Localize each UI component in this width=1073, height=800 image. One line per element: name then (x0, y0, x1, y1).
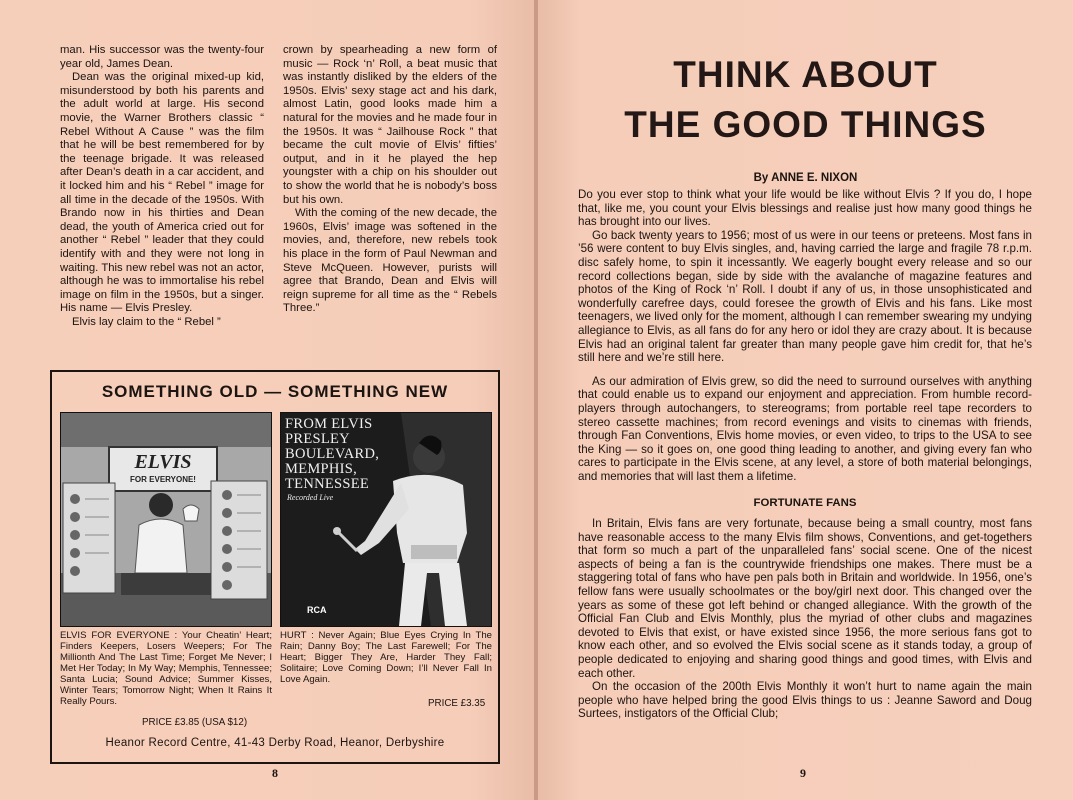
left-page (0, 0, 534, 800)
byline: By ANNE E. NIXON (753, 172, 858, 184)
paragraph: On the occasion of the 200th Elvis Monthly it won’t hurt to name again the main people who have helped bring the good Elvis things to us : Jeanne Saword and Doug Surtees, instigators of the Official Club; (578, 680, 1032, 721)
paragraph: As our admiration of Elvis grew, so did the need to surround ourselves with anything that could enable us to expand our enjoyment and appreciation. From humble record-players through autochangers, to stereograms; from portable reel tape recorders to stereo cassette machines; from record evenings and visits to cinemas with friends, through Fan Conventions, Elvis home movies, or even video, to trips to the USA to see the King — so it goes on, one good thing leading to another, and giving every fan who cares to participate in the Elvis scene, at any level, a store of both material belongings, and memories that will last them a lifetime. (578, 374, 1032, 483)
paragraph: In Britain, Elvis fans are very fortunate, because being a small country, most fans have reasonable access to the many Elvis film shows, Conventions, and get-togethers that form so much a part of the unparalleled fans’ social scene. One of the nicest aspects of being a fan is the countrywide friendships one makes. There must be a staggering total of fans who have pen pals both in Britain and worldwide. In 1956, one’s fellow fans were usually schoolmates or the boy/girl next door. This changed over the years as some of these got left behind or changed allegiance. With the growth of the Official Fan Club and Elvis Monthly, plus the myriad of other clubs and magazines devoted to Elvis that exist, or have existed since 1956, the more serious fans got to know each other, and so evolved the Elvis social scene as it stands today, a group of people dedicated to enjoying and sharing good things and good times, with Elvis and each other. (578, 517, 1032, 680)
album-cover-elvis-for-everyone (60, 412, 272, 627)
album1-track-list: ELVIS FOR EVERYONE : Your Cheatin’ Heart; Finders Keepers, Losers Weepers; For The Millionth And The Last Time; Forget Me Never; I Met Her Today; In My Way; Memphis, Tennessee; Santa Lucia; Sound Advice; Summer Kisses, Winter Tears; Tomorrow Night; When It Rains It Really Pours. (60, 630, 272, 707)
album2-cover-subtitle: Recorded Live (287, 493, 334, 502)
album1-cover-subtitle: FOR EVERYONE! (130, 475, 196, 484)
paragraph: man. His successor was the twenty-four year old, James Dean. (60, 44, 264, 70)
album2-track-list: HURT : Never Again; Blue Eyes Crying In The Rain; Danny Boy; The Last Farewell; For The Heart; Bigger They Are, Harder They Fall; Solitaire; Love Coming Down; I’ll Never Fall In Love Again. (280, 630, 492, 685)
paragraph: With the coming of the new decade, the 1960s, Elvis’ image was softened in the movies, and, therefore, new rebels took his place in the form of Paul Newman and Steve McQueen. However, purists will agree that Brando, Dean and Elvis will reign supreme for all time as the “ Rebels Three.” (283, 207, 497, 315)
headline-line-2: THE GOOD THINGS (624, 104, 987, 145)
left-column-1 (60, 44, 264, 329)
album1-cover-title: ELVIS (134, 451, 192, 473)
album-cover-art (61, 413, 271, 626)
album2-cover-title: FROM ELVIS PRESLEY BOULEVARD, MEMPHIS, TENNESSEE (285, 416, 380, 492)
page-number: 8 (272, 766, 278, 780)
subheading: FORTUNATE FANS (753, 497, 857, 510)
paragraph: Go back twenty years to 1956; most of us were in our teens or preteens. Most fans in ’56 were content to buy Elvis singles, and, having carried the large and fragile 78 r.p.m. disc safely home, to spin it incessantly. We eagerly bought every release and so our record collections began, side by side with the avalanche of magazine features and photos of the King of Rock ‘n’ Roll. I doubt if any of us, in those unsophisticated and wonderfully carefree days, could foresee the growth of Elvis and his fans. Like most teenagers, we lived only for the moment, although I can remember swearing my undying allegiance to Elvis, as all fans do for any hero or idol they are crazy about. It is because Elvis had an original talent far greater than many people gave him credit for, that he’s still here and we’re still here. (578, 228, 1032, 365)
article-headline (578, 50, 1033, 150)
right-page (538, 0, 1073, 800)
headline-line-1: THINK ABOUT (673, 54, 938, 95)
paragraph: Do you ever stop to think what your life would be like without Elvis ? If you do, I hope that, like me, you count your Elvis blessings and realise just how many good things he has brought into our lives. (578, 188, 1032, 229)
rca-logo: RCA (307, 605, 327, 615)
paragraph: Elvis lay claim to the “ Rebel ” (72, 315, 221, 328)
page-number: 9 (800, 766, 806, 780)
paragraph: Dean was the original mixed-up kid, misunderstood by both his parents and the adult world at large. His second movie, the Warner Brothers classic “ Rebel Without A Cause ” was the film that he will be best remembered for by the teenage brigade. It was released after Dean’s death in a car accident, and it locked him and his “ Rebel ” image for all time in the decade of the 1950s. With Brando now in his thirties and Dean dead, the youth of America cried out for another “ Rebel ” leader that they could identify with and they were not long in waiting. This new rebel was not an actor, although he was to immortalise his rebel image on film in the 1950s, but a singer. His name — Elvis Presley. (60, 71, 264, 315)
album1-price: PRICE £3.85 (USA $12) (142, 717, 248, 728)
album-cover-from-elvis-presley-boulevard (280, 412, 492, 627)
left-column-2 (283, 44, 497, 316)
store-address: Heanor Record Centre, 41-43 Derby Road, Heanor, Derbyshire (105, 737, 445, 749)
record-advertisement (50, 370, 500, 764)
ad-title: SOMETHING OLD — SOMETHING NEW (101, 382, 449, 401)
article-body (578, 188, 1032, 721)
album2-price: PRICE £3.35 (428, 698, 486, 709)
paragraph: crown by spearheading a new form of music — Rock ‘n’ Roll, a beat music that was instantly disliked by the elders of the 1950s. Elvis’ sexy stage act and his dark, almost Latin, good looks made him a natural for the movies and he made four in the 1950s. It was “ Jailhouse Rock ” that became the cult movie of Elvis’ fifties’ output, and in it he played the hep youngster with a chip on his shoulder out to show the world that he is nobody’s boss but his own. (283, 44, 497, 206)
